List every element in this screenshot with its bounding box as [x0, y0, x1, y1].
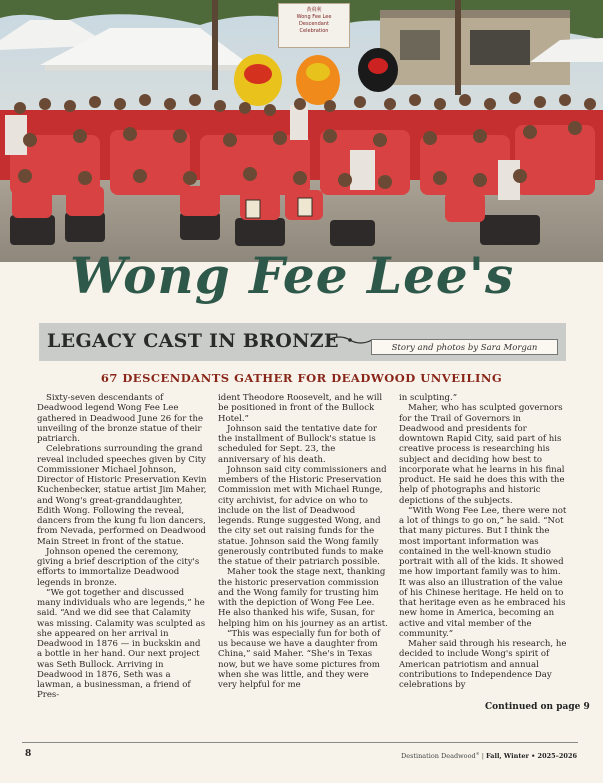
footer-rule	[22, 742, 578, 743]
paragraph: in sculpting.”	[399, 393, 458, 403]
publication-info	[401, 751, 577, 760]
paragraph: ident Theodore Roosevelt, and he will be positioned in front of the Bullock Hotel.”	[218, 393, 383, 424]
paragraph: Maher took the stage next, thanking the historic preservation commission and the Wong family for trusting him with the depiction of Wong Fee Lee. He also thanked his wife, Susan, for helping him on his journey as an artist.	[218, 567, 388, 629]
paragraph: “With Wong Fee Lee, there were not a lot of things to go on,” he said. “Not that many pictures. But I think the most important information was contained in the well-known studio portrait with all of the kids. It showed me how important family was to him. It was also an illustration of the value of his Chinese heritage. He held on to that heritage even as he embraced his new home in America, becoming an active and vital member of the community.”	[399, 505, 567, 639]
issue-label: Fall, Winter • 2025–2026	[486, 752, 577, 761]
paragraph: Maher said through his research, he decided to include Wong's spirit of American patriotism and annual contributions to Independence Day celebrations by	[399, 639, 567, 690]
page-number: 8	[25, 749, 32, 759]
text-column-3	[399, 393, 569, 690]
byline: Story and photos by Sara Morgan	[371, 339, 558, 355]
paragraph: Sixty-seven descendants of Deadwood legend Wong Fee Lee gathered in Deadwood June 26 for the unveiling of the bronze statue of their patriarch.	[37, 393, 204, 444]
continued-note: Continued on page 9	[485, 702, 590, 712]
registered-mark: ®	[475, 751, 480, 756]
event-sign-line: Wong Fee Lee	[296, 14, 332, 20]
event-sign-line: 黃飛利	[306, 7, 322, 13]
event-sign	[278, 3, 350, 48]
text-column-1	[37, 393, 207, 701]
group-photo	[0, 0, 603, 262]
article-subtitle: LEGACY CAST IN BRONZE	[47, 330, 339, 352]
paragraph: “This was especially fun for both of us because we have a daughter from China,” said Maher. “She's in Texas now, but we have some pictures from when she was little, and they were very helpful for me	[218, 628, 381, 690]
text-column-2	[218, 393, 388, 690]
paragraph: “We got together and discussed many individuals who are legends,” he said. “And we did see that Calamity was missing. Calamity was sculpted as she appeared on her arrival in Deadwood in 1876 — in buckskin and a bottle in her hand. Our next project was Seth Bullock. Arriving in Deadwood in 1876, Seth was a lawman, a businessman, a friend of Pres-	[37, 587, 206, 701]
paragraph: Maher, who has sculpted governors for the Trail of Governors in Deadwood and presidents for downtown Rapid City, said part of his creative process is researching his subject and deciding how best to incorporate what he learns in his final product. He said he does this with the help of photographs and historic depictions of the subjects.	[399, 403, 565, 506]
event-sign-line: Descendant	[299, 21, 329, 27]
paragraph: Johnson opened the ceremony, giving a brief description of the city's efforts to immortalize Deadwood legends in bronze.	[37, 546, 200, 588]
article-deck: 67 DESCENDANTS GATHER FOR DEADWOOD UNVEILING	[100, 371, 503, 385]
footer-separator: |	[479, 752, 486, 761]
paragraph: Celebrations surrounding the grand reveal included speeches given by City Commissioner Michael Johnson, Director of Historic Preservation Kevin Kuchenbecker, statue artist Jim Maher, and Wong's great-granddaughter, Edith Wong. Following the reveal, dancers from the kung fu lion dancers, from Nevada, performed on Deadwood Main Street in front of the statue.	[37, 444, 207, 547]
paragraph: Johnson said city commissioners and members of the Historic Preservation Commission met with Michael Runge, city archivist, for advice on who to include on the list of Deadwood legends. Runge suggested Wong, and the city set out raising funds for the statue. Johnson said the Wong family generously contributed funds to make the statue of their patriarch possible.	[218, 464, 387, 567]
event-sign-line: Celebration	[299, 28, 329, 34]
paragraph: Johnson said the tentative date for the installment of Bullock's statue is scheduled for Sept. 23, the anniversary of his death.	[218, 423, 377, 465]
article-title: Wong Fee Lee's	[70, 246, 515, 305]
publication-name: Destination Deadwood	[401, 752, 476, 761]
